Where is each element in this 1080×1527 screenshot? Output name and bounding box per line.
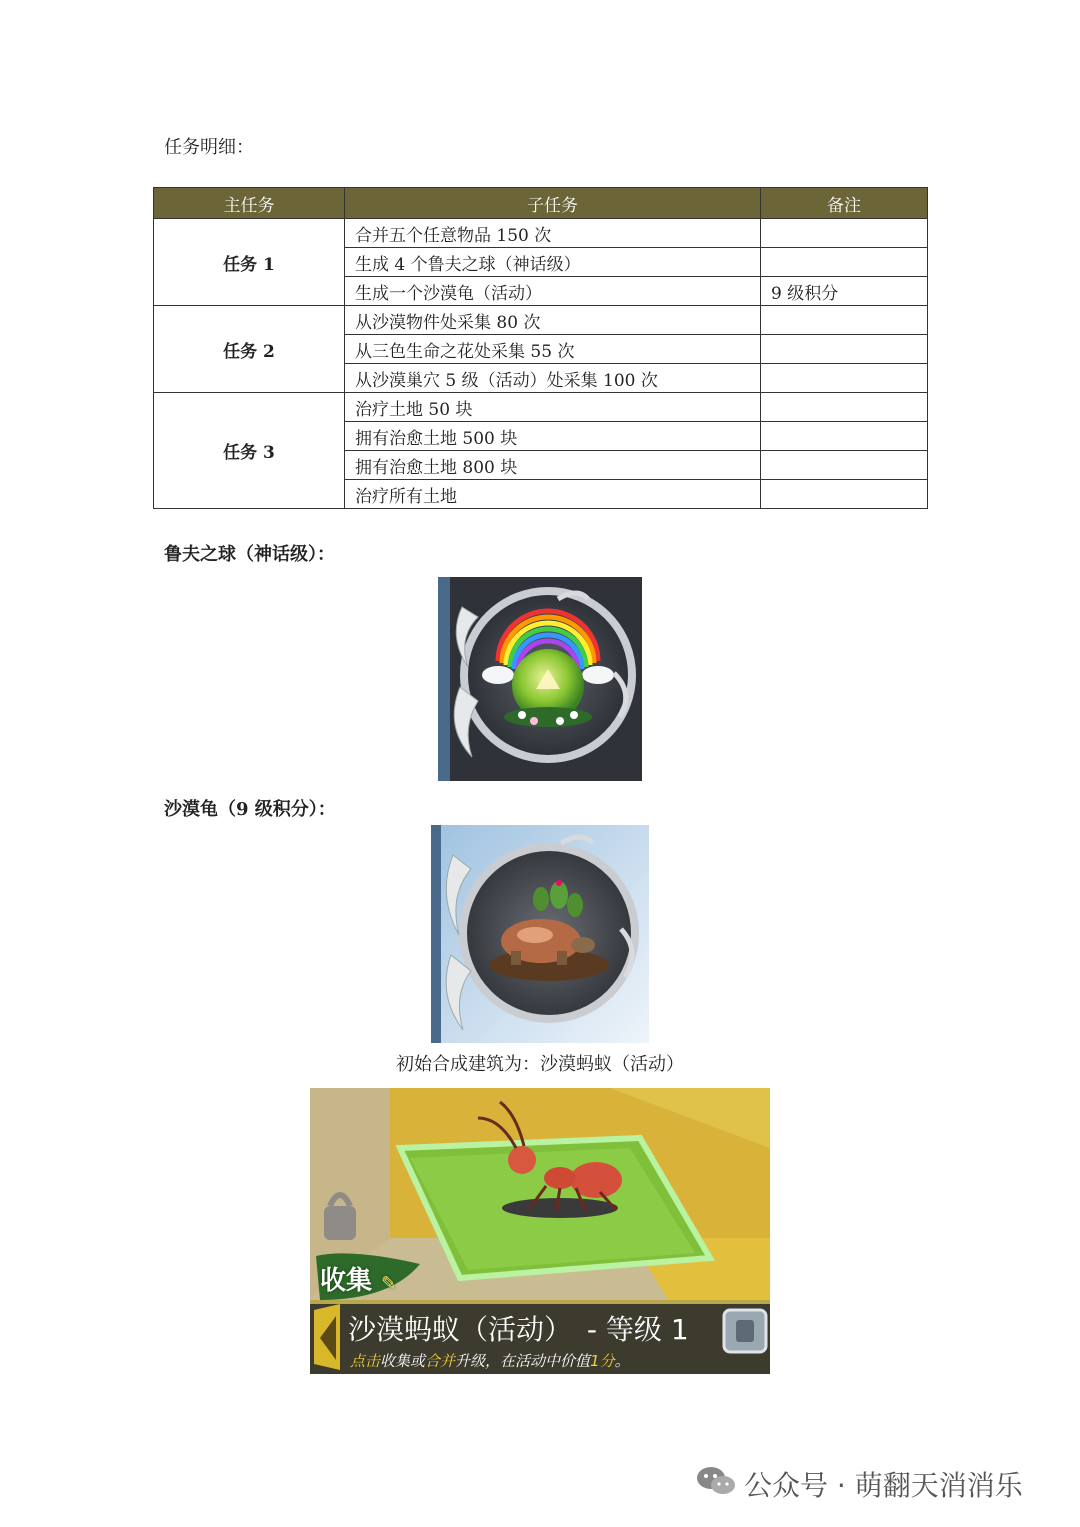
sub-task-cell: 从沙漠物件处采集 80 次 [345,306,761,335]
table-row [154,219,928,248]
note-cell [761,335,928,364]
desert-tortoise-image [431,825,649,1043]
pencil-icon: ✎ [381,1273,397,1294]
main-task-cell: 任务 2 [154,306,345,393]
header-main-task: 主任务 [154,188,345,219]
note-cell [761,306,928,335]
note-cell [761,248,928,277]
hint-period: 。 [614,1352,630,1370]
note-cell [761,480,928,509]
sub-task-cell: 拥有治愈土地 800 块 [345,451,761,480]
sub-task-cell: 治疗土地 50 块 [345,393,761,422]
sub-task-cell: 治疗所有土地 [345,480,761,509]
game-screenshot [310,1088,770,1374]
hint-merge: 合并 [425,1352,456,1370]
tortoise-heading: 沙漠龟（9 级积分）： [164,799,336,820]
hint-upgrade: 升级，在活动中价值 [455,1352,591,1370]
item-hint [350,1350,630,1371]
building-caption: 初始合成建筑为：沙漠蚂蚁（活动） [396,1054,684,1075]
sub-task-cell: 生成一个沙漠龟（活动） [345,277,761,306]
hint-collect-or: 收集或 [380,1352,426,1370]
item-level: - 等级 1 [586,1313,689,1346]
table-row [154,306,928,335]
note-cell: 9 级积分 [761,277,928,306]
sub-task-cell: 从三色生命之花处采集 55 次 [345,335,761,364]
sub-task-cell: 合并五个任意物品 150 次 [345,219,761,248]
note-cell [761,393,928,422]
note-cell [761,451,928,480]
header-note: 备注 [761,188,928,219]
section-title: 任务明细： [164,137,254,158]
ruf-orb-image [438,577,642,781]
main-task-cell: 任务 3 [154,393,345,509]
note-cell [761,364,928,393]
header-sub-task: 子任务 [345,188,761,219]
watermark-channel: 萌翻天消消乐 [854,1469,1023,1502]
table-header-row [154,188,928,219]
sub-task-cell: 生成 4 个鲁夫之球（神话级） [345,248,761,277]
trash-icon[interactable] [724,1310,766,1352]
item-title: 沙漠蚂蚁（活动） [348,1313,573,1346]
watermark-prefix: 公众号 · [744,1469,855,1502]
watermark [696,1464,1023,1504]
note-cell [761,422,928,451]
orb-heading: 鲁夫之球（神话级）： [164,544,335,565]
collect-label: 收集 [320,1266,373,1296]
hint-tap: 点击 [350,1352,381,1370]
wechat-icon [696,1465,736,1504]
sub-task-cell: 拥有治愈土地 500 块 [345,422,761,451]
table-row [154,393,928,422]
sub-task-cell: 从沙漠巢穴 5 级（活动）处采集 100 次 [345,364,761,393]
note-cell [761,219,928,248]
main-task-cell: 任务 1 [154,219,345,306]
hint-points: 1分 [590,1352,615,1370]
task-table [153,187,928,509]
collect-button[interactable] [320,1260,396,1297]
item-title-row [348,1308,689,1348]
